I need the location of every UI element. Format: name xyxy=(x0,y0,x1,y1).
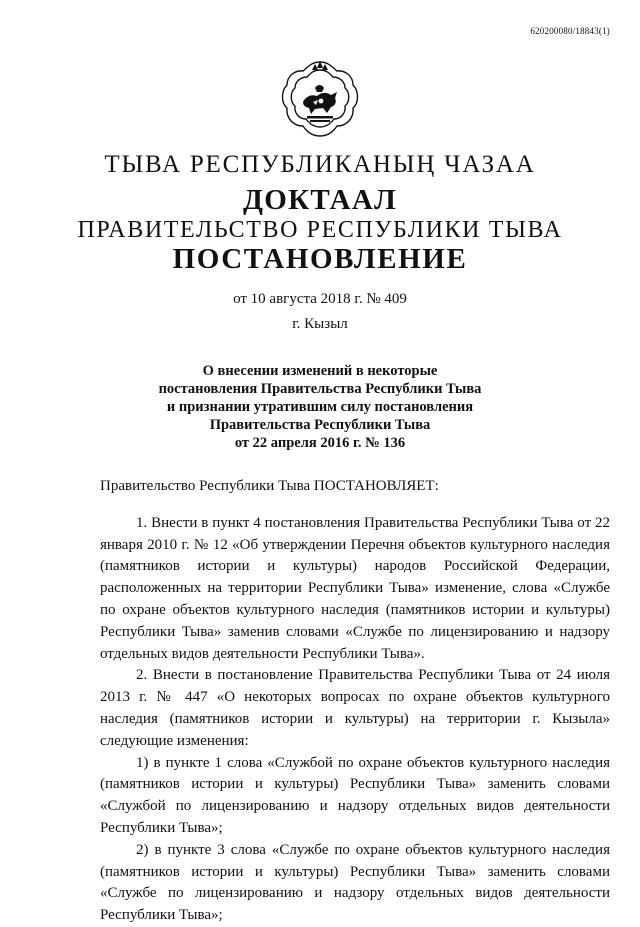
subject-line: Правительства Республики Тыва xyxy=(209,417,431,433)
title-tuvan-government: ТЫВА РЕСПУБЛИКАНЫҢ ЧАЗАА xyxy=(104,151,536,178)
subject-line: постановления Правительства Республики Тыва xyxy=(158,381,482,397)
title-russian-government: ПРАВИТЕЛЬСТВО РЕСПУБЛИКИ ТЫВА xyxy=(77,217,563,243)
tuva-coat-of-arms-icon xyxy=(279,58,361,140)
title-russian-resolution: ПОСТАНОВЛЕНИЕ xyxy=(172,243,468,275)
resolution-body xyxy=(100,476,610,927)
document-number: 620200080/18843(1) xyxy=(530,26,610,36)
subject-line: и признании утратившим силу постановления xyxy=(166,399,474,415)
paragraph: 2. Внести в постановление Правительства Республики Тыва от 24 июля 2013 г. № 447 «О некоторых вопросах по охране объектов культурного наследия (памятников истории и культуры) на территории г. Кызыла» следующие изменения: xyxy=(100,667,610,749)
paragraph: 1. Внести в пункт 4 постановления Правительства Республики Тыва от 22 января 2010 г. № 12 «Об утверждении Перечня объектов культурного наследия (памятников истории и культуры) народов Российской Федерации, расположенных на территории Республики Тыва» изменение, слова «Службе по охране объектов культурного наследия (памятников истории и культуры) Республики Тыва» заменив словами «Службе по лицензированию и надзору отдельных видов деятельности Республики Тыва». xyxy=(100,514,610,662)
paragraph: 1) в пункте 1 слова «Службой по охране объектов культурного наследия (памятников истории и культуры) Республики Тыва» заменить словами «Службой по лицензированию и надзору отдельных видов деятельности Республики Тыва»; xyxy=(100,754,610,836)
resolution-subject xyxy=(100,362,540,452)
subject-line: О внесении изменений в некоторые xyxy=(202,363,438,379)
preamble: Правительство Республики Тыва ПОСТАНОВЛЯЕТ: xyxy=(100,478,439,494)
subject-line: от 22 апреля 2016 г. № 136 xyxy=(234,435,406,451)
paragraph: 2) в пункте 3 слова «Службе по охране объектов культурного наследия (памятников истории и культуры) Республики Тыва» заменить словами «Службе по лицензированию и надзору отдельных видов деятельности Республики Тыва»; xyxy=(100,841,610,924)
resolution-city: г. Кызыл xyxy=(292,316,348,332)
resolution-date: от 10 августа 2018 г. № 409 xyxy=(233,291,407,307)
title-tuvan-resolution: ДОКТААЛ xyxy=(242,184,398,216)
